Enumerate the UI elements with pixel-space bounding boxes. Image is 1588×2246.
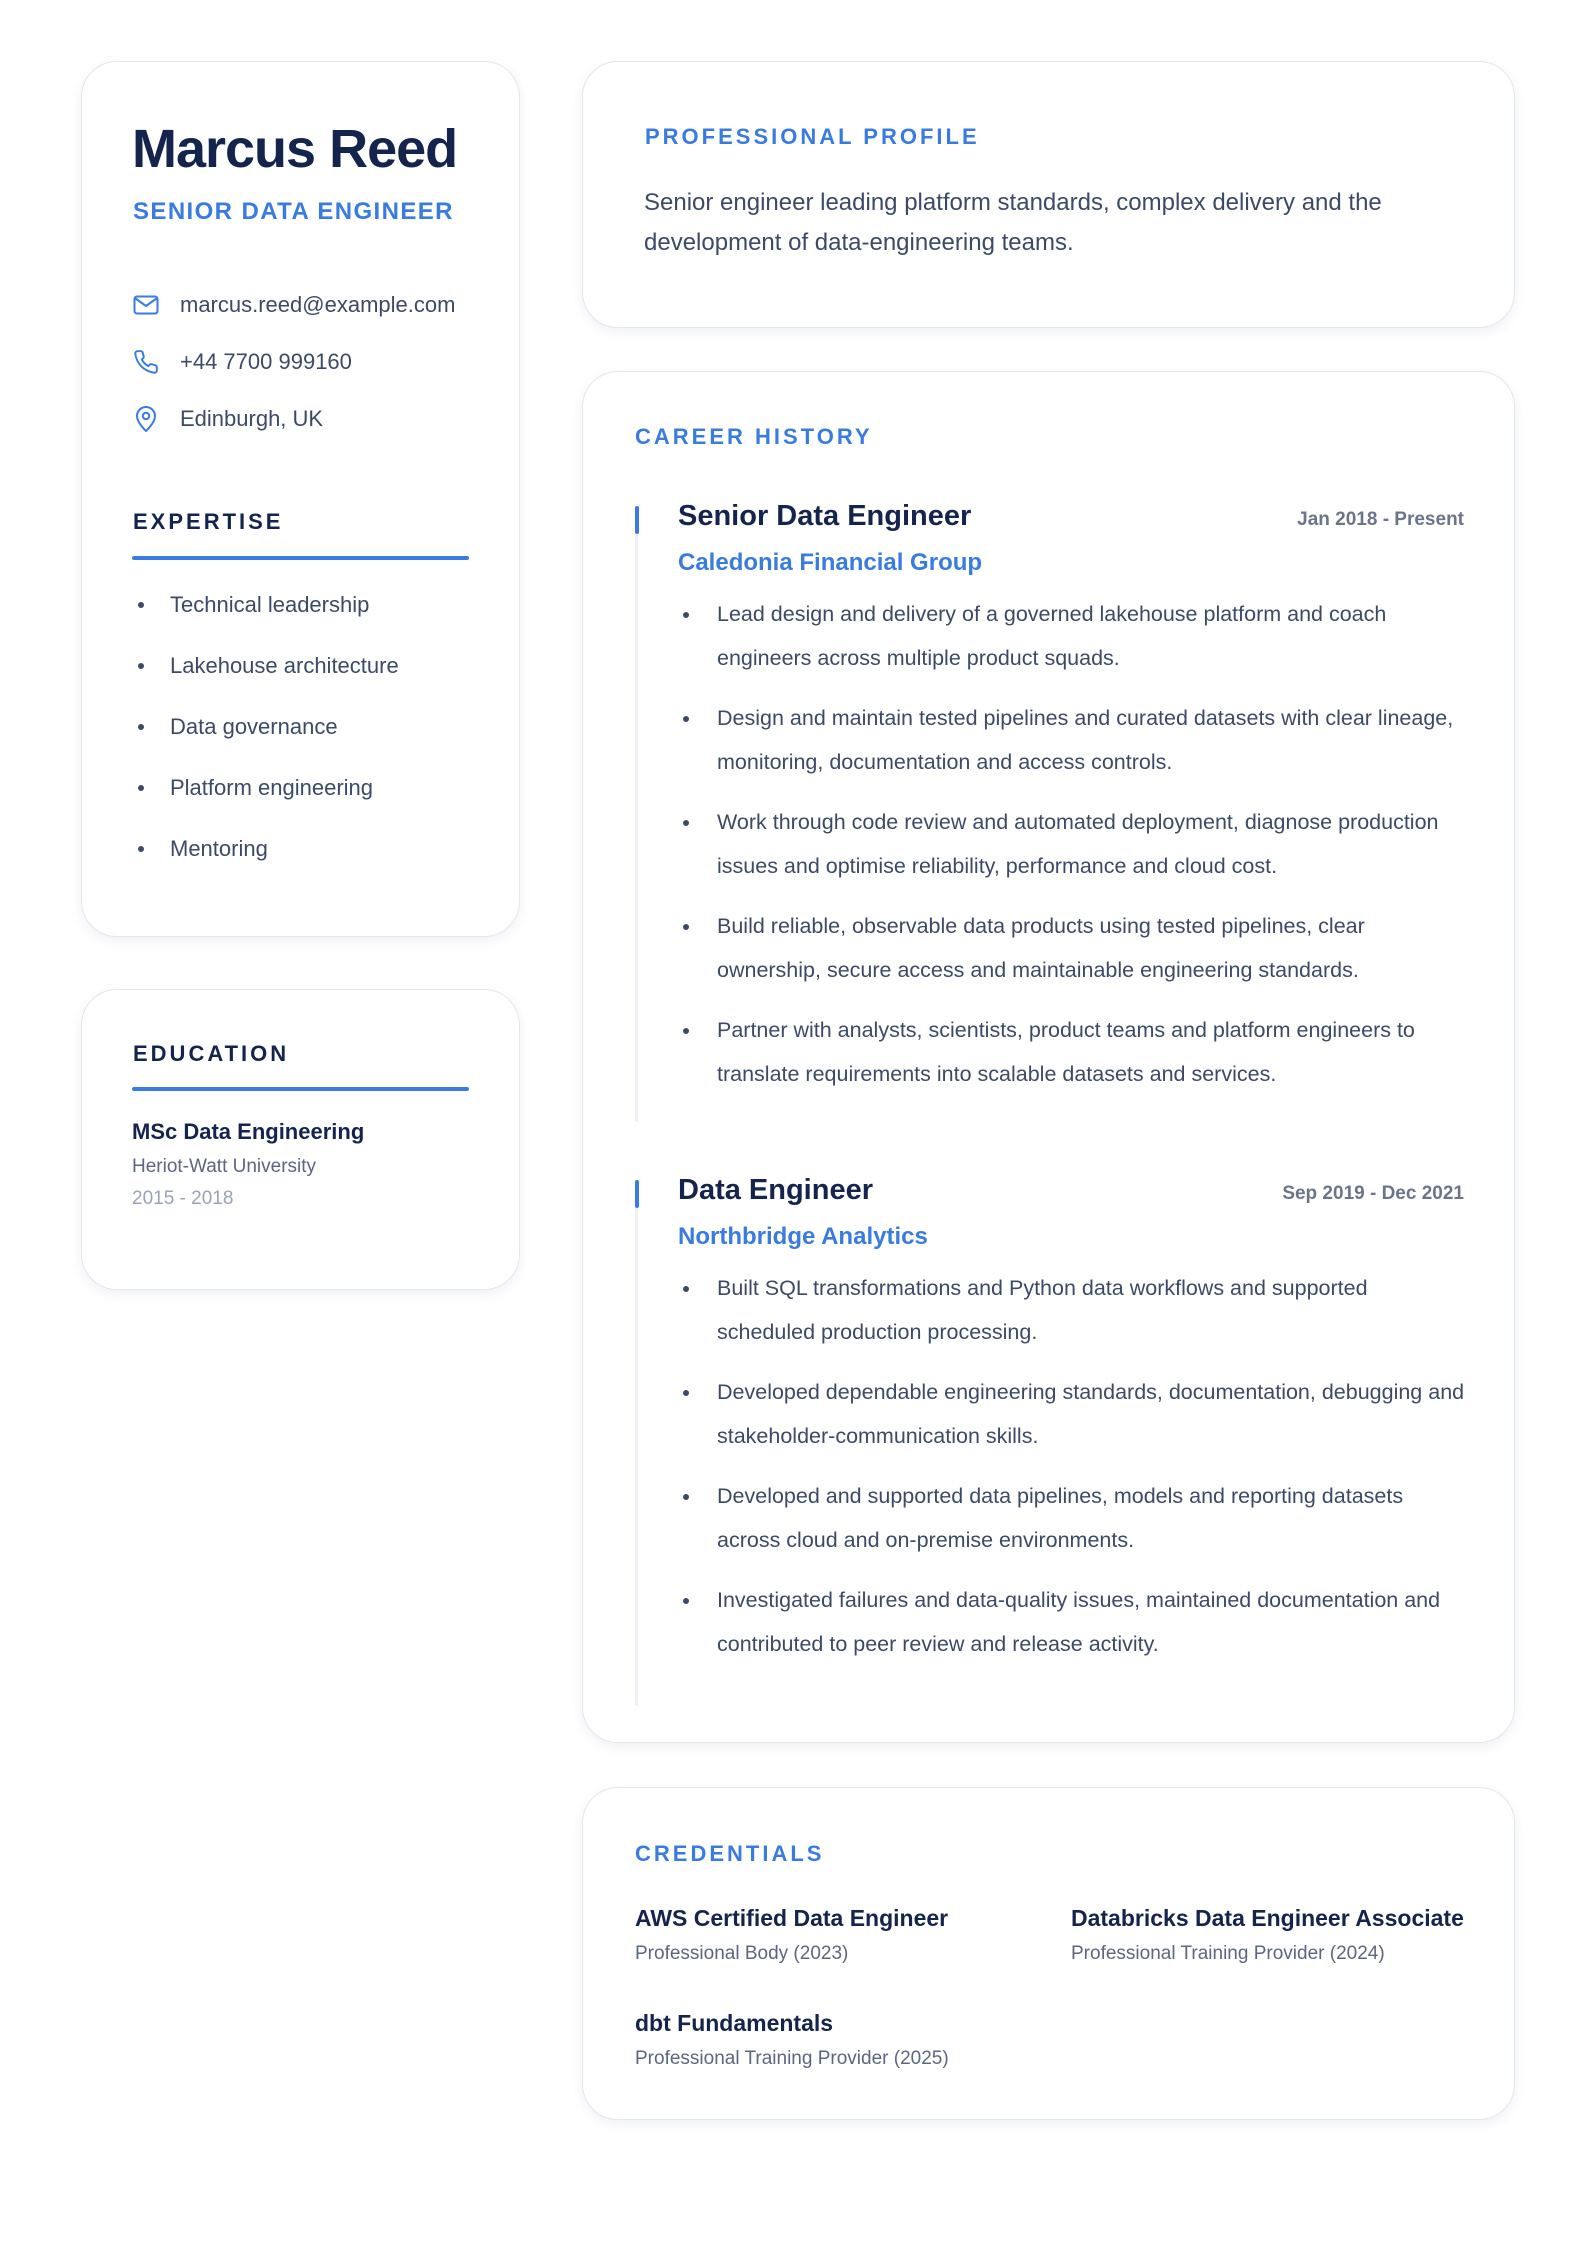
expertise-rule: [132, 556, 469, 560]
bullet-dot: [138, 785, 144, 791]
list-item: Design and maintain tested pipelines and curated datasets with clear lineage, monitoring, documentation and access controls.: [677, 696, 1467, 784]
candidate-role: SENIOR DATA ENGINEER: [133, 198, 454, 225]
skill-text: Data governance: [170, 714, 338, 739]
profile-card: [582, 61, 1515, 328]
list-item: [132, 590, 369, 620]
credential-provider: Professional Body (2023): [635, 1943, 849, 1964]
credential-item: [635, 1905, 948, 1965]
credential-name: AWS Certified Data Engineer: [635, 1905, 949, 1931]
credential-name: dbt Fundamentals: [635, 2010, 834, 2036]
job-timeline-line: [635, 1208, 638, 1706]
job-company: Northbridge Analytics: [678, 1223, 928, 1250]
job-bullets: [677, 1266, 1467, 1682]
list-item: [132, 712, 338, 742]
list-item: Lead design and delivery of a governed lakehouse platform and coach engineers across multiple product squads.: [677, 592, 1467, 680]
skill-text: Platform engineering: [170, 775, 374, 800]
education-rule: [132, 1087, 469, 1091]
mail-icon: [132, 291, 160, 319]
list-item: Built SQL transformations and Python data workflows and supported scheduled production processing.: [677, 1266, 1467, 1354]
credential-item: [1071, 1905, 1464, 1965]
education-degree: MSc Data Engineering: [132, 1119, 365, 1144]
contact-card: [81, 61, 520, 937]
skill-text: Technical leadership: [170, 592, 370, 617]
list-item: [132, 651, 399, 681]
contact-location-text: Edinburgh, UK: [180, 406, 324, 431]
job-company: Caledonia Financial Group: [678, 549, 983, 576]
job-title: Senior Data Engineer: [678, 500, 972, 532]
education-card: [81, 989, 520, 1290]
list-item: [132, 773, 373, 803]
profile-heading: PROFESSIONAL PROFILE: [645, 124, 980, 149]
education-heading: EDUCATION: [133, 1041, 290, 1066]
credentials-heading: CREDENTIALS: [635, 1841, 825, 1866]
list-item: Build reliable, observable data products using tested pipelines, clear ownership, secure access and maintainable engineering standards.: [677, 904, 1467, 992]
job-dates: Sep 2019 - Dec 2021: [1282, 1183, 1464, 1204]
credentials-card: [582, 1787, 1515, 2120]
credential-item: [635, 2010, 949, 2070]
list-item: Investigated failures and data-quality issues, maintained documentation and contributed to peer review and release activity.: [677, 1578, 1467, 1666]
bullet-dot: [138, 724, 144, 730]
phone-icon: [132, 348, 160, 376]
contact-location: [132, 403, 323, 435]
bullet-dot: [138, 602, 144, 608]
list-item: [132, 834, 268, 864]
job-accent-bar: [635, 1180, 639, 1208]
job-accent-bar: [635, 506, 639, 534]
contact-email-text: marcus.reed@example.com: [180, 292, 456, 317]
profile-text: Senior engineer leading platform standards, complex delivery and the development of data-engineering teams.: [644, 189, 1382, 256]
credential-provider: Professional Training Provider (2025): [635, 2048, 949, 2069]
bullet-dot: [138, 663, 144, 669]
expertise-heading: EXPERTISE: [133, 509, 284, 534]
list-item: Work through code review and automated deployment, diagnose production issues and optimise reliability, performance and cloud cost.: [677, 800, 1467, 888]
candidate-name: Marcus Reed: [132, 119, 458, 179]
skill-text: Lakehouse architecture: [170, 653, 399, 678]
job-title: Data Engineer: [678, 1174, 873, 1206]
list-item: Partner with analysts, scientists, product teams and platform engineers to translate requirements into scalable datasets and services.: [677, 1008, 1467, 1096]
job-dates: Jan 2018 - Present: [1297, 509, 1464, 530]
credential-name: Databricks Data Engineer Associate: [1071, 1905, 1464, 1931]
contact-email[interactable]: [132, 289, 455, 321]
job-timeline-line: [635, 534, 638, 1122]
location-pin-icon: [132, 405, 160, 433]
career-card: [582, 371, 1515, 1743]
education-years: 2015 - 2018: [132, 1188, 234, 1209]
list-item: Developed dependable engineering standards, documentation, debugging and stakeholder-communication skills.: [677, 1370, 1467, 1458]
contact-phone-text: +44 7700 999160: [180, 349, 352, 374]
credential-provider: Professional Training Provider (2024): [1071, 1943, 1385, 1964]
skill-text: Mentoring: [170, 836, 268, 861]
contact-phone[interactable]: [132, 346, 352, 378]
job-bullets: [677, 592, 1467, 1112]
education-school: Heriot-Watt University: [132, 1156, 317, 1177]
list-item: Developed and supported data pipelines, models and reporting datasets across cloud and on-premise environments.: [677, 1474, 1467, 1562]
bullet-dot: [138, 846, 144, 852]
career-heading: CAREER HISTORY: [635, 424, 873, 449]
